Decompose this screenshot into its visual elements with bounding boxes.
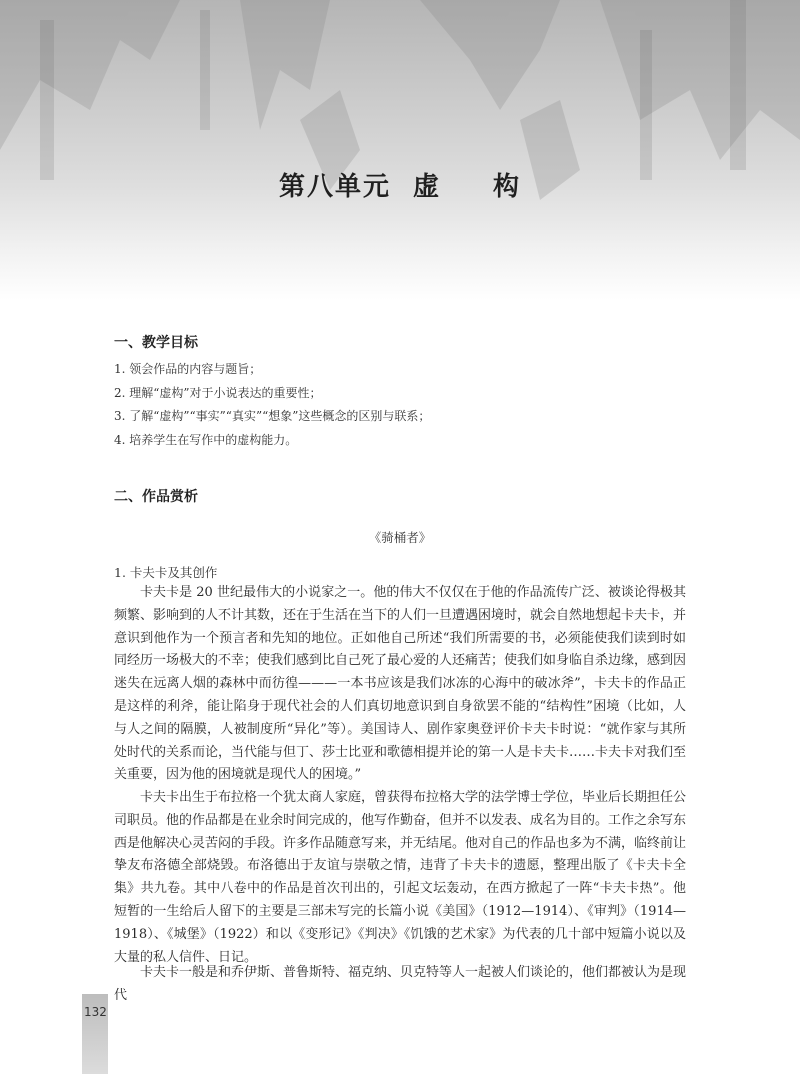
unit-banner-image xyxy=(0,0,800,300)
body-paragraph: 卡夫卡是 20 世纪最伟大的小说家之一。他的伟大不仅仅在于他的作品流传广泛、被谈论得极其频繁、影响到的人不计其数，还在于生活在当下的人们一旦遭遇困境时，就会自然地想起卡夫卡，并意识到他作为一个预言者和先知的地位。正如他自己所述“我们所需要的书，必须能使我们读到时如同经历一场极大的不幸；使我们感到比自己死了最心爱的人还痛苦；使我们如身临自杀边缘，感到因迷失在远离人烟的森林中而彷徨———一本书应该是我们冰冻的心海中的破冰斧”，卡夫卡的作品正是这样的利斧，能让陷身于现代社会的人们真切地意识到自身欲罢不能的“结构性”困境（比如，人与人之间的隔膜，人被制度所“异化”等）。美国诗人、剧作家奥登评价卡夫卡时说：“就作家与其所处时代的关系而论，当代能与但丁、莎士比亚和歌德相提并论的第一人是卡夫卡……卡夫卡对我们至关重要，因为他的困境就是现代人的困境。” xyxy=(114,585,687,783)
unit-title xyxy=(0,166,800,203)
goal-item: 4. 培养学生在写作中的虚构能力。 xyxy=(114,432,298,447)
goal-item: 2. 理解“虚构”对于小说表达的重要性； xyxy=(114,385,322,400)
unit-number: 第八单元 xyxy=(278,172,391,202)
sub-heading: 1. 卡夫卡及其创作 xyxy=(114,565,218,580)
unit-title-char-2: 构 xyxy=(493,172,522,202)
section-heading-teaching-goals: 一、教学目标 xyxy=(114,335,198,351)
banner-decoration xyxy=(0,0,800,300)
goal-item: 1. 领会作品的内容与题旨； xyxy=(114,362,262,376)
body-paragraph: 卡夫卡出生于布拉格一个犹太商人家庭，曾获得布拉格大学的法学博士学位，毕业后长期担任公司职员。他的作品都是在业余时间完成的，他写作勤奋，但并不以发表、成名为目的。工作之余写东西是他解决心灵苦闷的手段。许多作品随意写来，并无结尾。他对自己的作品也多为不满，临终前让挚友布洛德全部烧毁。布洛德出于友谊与崇敬之情，违背了卡夫卡的遗愿，整理出版了《卡夫卡全集》共九卷。其中八卷中的作品是首次刊出的，引起文坛轰动，在西方掀起了一阵“卡夫卡热”。他短暂的一生给后人留下的主要是三部未写完的长篇小说《美国》（1912—1914）、《审判》（1914—1918）、《城堡》（1922）和以《变形记》《判决》《饥饿的艺术家》为代表的几十部中短篇小说以及大量的私人信件、日记。 xyxy=(114,790,687,965)
work-title: 《骑桶者》 xyxy=(368,530,432,545)
unit-title-char-1: 虚 xyxy=(412,172,441,202)
teaching-goals-list xyxy=(114,358,430,452)
section-heading-work-appreciation: 二、作品赏析 xyxy=(114,489,198,505)
page-number: 132 xyxy=(84,1005,107,1019)
body-paragraph: 卡夫卡一般是和乔伊斯、普鲁斯特、福克纳、贝克特等人一起被人们谈论的，他们都被认为是现代 xyxy=(114,965,687,1003)
goal-item: 3. 了解“虚构”“事实”“真实”“想象”这些概念的区别与联系； xyxy=(114,409,431,423)
